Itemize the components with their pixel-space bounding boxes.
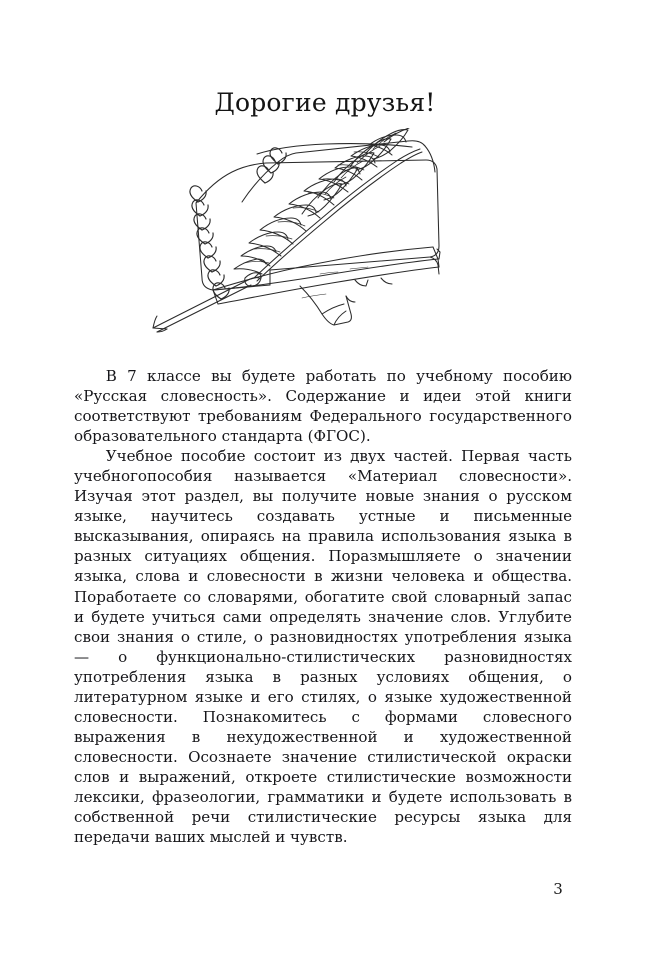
body-text xyxy=(74,366,572,847)
paragraph-1: В 7 классе вы будете работать по учебному пособию «Русская словесность». Содержание и идеи этой книги соответствуют требованиям Федерального государственного образовательного стандарта (ФГОС). xyxy=(74,367,572,446)
spiral-notebook-with-quill-pen-illustration xyxy=(150,128,450,340)
page-title: Дорогие друзья! xyxy=(214,87,436,117)
page-number: 3 xyxy=(553,880,563,898)
paragraph-2: Учебное пособие состоит из двух частей. Первая часть учебногопособия называется «Материал словесности». Изучая этот раздел, вы получите новые знания о русском языке, научитесь создавать устные и письменные высказывания, опираясь на правила использования языка в разных ситуациях общения. Поразмышляете о значении языка, слова и словесности в жизни человека и общества. Поработаете со словарями, обогатите свой словарный запас и будете учиться сами определять значение слов. Углубите свои знания о стиле, о разновидностях употребления языка — о функционально-стилистических разновидностях употребления языка в разных условиях общения, о литературном языке и его стилях, о языке художественной словесности. Познакомитесь с формами словесного выражения в нехудожественной и художественной словесности. Осознаете значение стилистической окраски слов и выражений, откроете стилистические возможности лексики, фразеологии, грамматики и будете использовать в собственной речи стилистические ресурсы языка для передачи ваших мыслей и чувств. xyxy=(74,447,572,847)
